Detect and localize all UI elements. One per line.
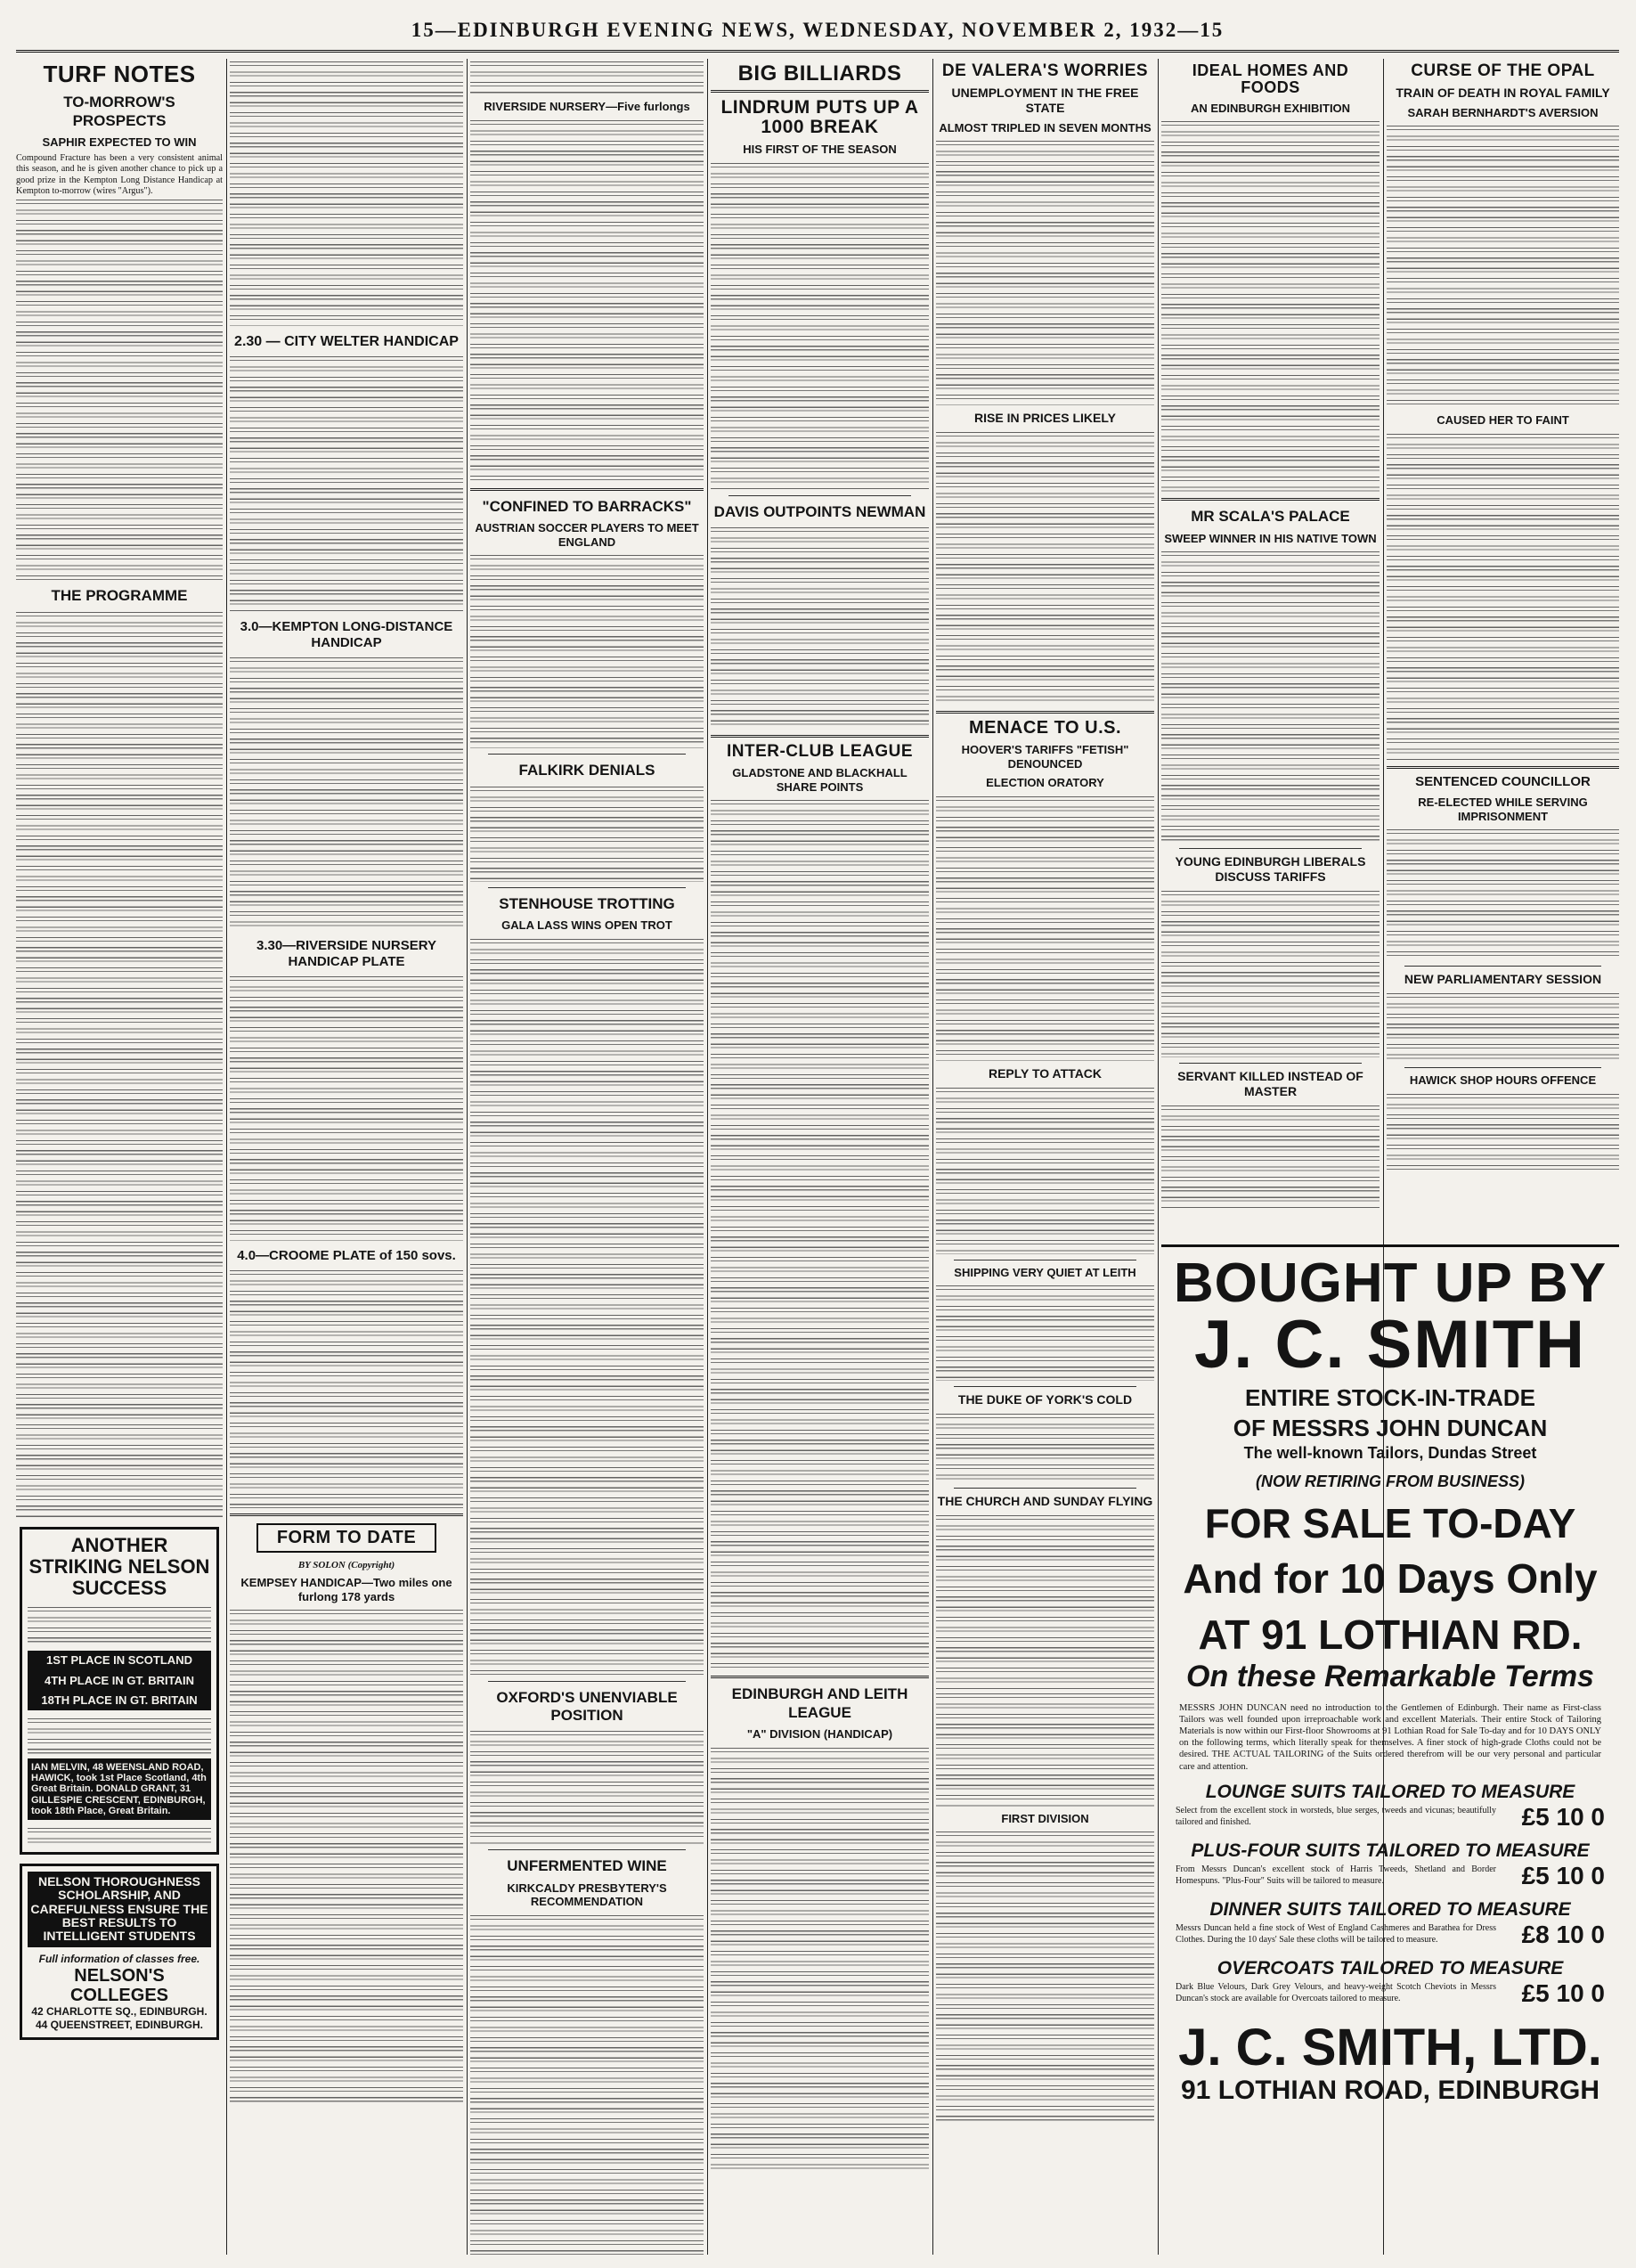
article-text <box>470 936 704 1676</box>
article-text <box>1387 1091 1619 1171</box>
dinner-suits-desc: Messrs Duncan held a fine stock of West of England Cashmeres and Barathea for Dress Clothes. During the 10 days' Sale these cloths will be tailored to measure. <box>1176 1923 1496 1945</box>
nelson-colleges-name: NELSON'S COLLEGES <box>69 1965 168 2005</box>
nelson-info: Full information of classes free. <box>38 1952 200 1965</box>
ad-jc-smith-ltd: J. C. SMITH, LTD. <box>1178 2018 1602 2076</box>
newspaper-page <box>16 11 1619 2260</box>
article-text <box>711 160 929 490</box>
race-listing <box>230 354 463 612</box>
article-text <box>470 1913 704 2255</box>
kempsey-handicap: KEMPSEY HANDICAP—Two miles one furlong 178 yards <box>240 1576 452 1603</box>
ad-10-days: And for 10 Days Only <box>1183 1555 1598 1603</box>
race-listing <box>230 974 463 1241</box>
ideal-homes-title: IDEAL HOMES AND FOODS <box>1192 61 1349 96</box>
city-welter-handicap: 2.30 — CITY WELTER HANDICAP <box>234 334 459 349</box>
overcoats-heading: OVERCOATS TAILORED TO MEASURE <box>1217 1957 1564 1978</box>
riverside-nursery: RIVERSIDE NURSERY—Five furlongs <box>484 100 690 113</box>
unemployment-free-state: UNEMPLOYMENT IN THE FREE STATE <box>951 85 1139 115</box>
ad-for-sale: FOR SALE TO-DAY <box>1204 1500 1576 1546</box>
servant-killed: SERVANT KILLED INSTEAD OF MASTER <box>1177 1068 1363 1098</box>
divider <box>1387 766 1619 769</box>
young-liberals: YOUNG EDINBURGH LIBERALS DISCUSS TARIFFS <box>1175 854 1366 885</box>
divider <box>711 735 929 738</box>
lounge-suits-row <box>1176 1803 1605 1832</box>
divider <box>1404 1067 1601 1068</box>
article-text <box>470 1728 704 1844</box>
divider <box>1161 498 1380 501</box>
article-text <box>470 784 704 882</box>
article-text <box>1387 827 1619 960</box>
column-rule <box>1158 59 1159 2255</box>
divider <box>488 1681 686 1682</box>
article-text <box>936 1085 1154 1254</box>
unfermented-wine: UNFERMENTED WINE <box>507 1857 667 1875</box>
first-division: FIRST DIVISION <box>1001 1811 1089 1825</box>
plus-four-desc: From Messrs Duncan's excellent stock of Harris Tweeds, Shetland and Border Homespuns. "Plus-Four" Suits will be tailored to measure. <box>1176 1864 1496 1886</box>
rise-in-prices: RISE IN PRICES LIKELY <box>974 411 1116 426</box>
hoovers-tariffs: HOOVER'S TARIFFS "FETISH" DENOUNCED <box>961 742 1129 771</box>
almost-tripled: ALMOST TRIPLED IN SEVEN MONTHS <box>939 120 1152 135</box>
article-text <box>936 138 1154 405</box>
lindrum-break: LINDRUM PUTS UP A 1000 BREAK <box>720 97 919 138</box>
nelson-address-2: 44 QUEENSTREET, EDINBURGH. <box>35 2018 204 2031</box>
kirkcaldy-presbytery: KIRKCALDY PRESBYTERY'S RECOMMENDATION <box>507 1880 667 1909</box>
a-division: "A" DIVISION (HANDICAP) <box>746 1727 893 1742</box>
ad-terms: On these Remarkable Terms <box>1186 1659 1594 1693</box>
austrian-soccer: AUSTRIAN SOCCER PLAYERS TO MEET ENGLAND <box>475 520 699 549</box>
train-of-death: TRAIN OF DEATH IN ROYAL FAMILY <box>1396 85 1610 100</box>
form-to-date-title: FORM TO DATE <box>256 1523 436 1553</box>
turf-notes-subhead: SAPHIR EXPECTED TO WIN <box>42 135 197 150</box>
menace-to-us: MENACE TO U.S. <box>968 717 1122 738</box>
article-text <box>936 1411 1154 1482</box>
ad-tailors: The well-known Tailors, Dundas Street <box>1243 1444 1537 1462</box>
article-text <box>1387 991 1619 1062</box>
divider <box>470 488 704 491</box>
overcoats-desc: Dark Blue Velours, Dark Grey Velours, and heavy-weight Scotch Cheviots in Messrs Duncan's stock are available for Overcoats tailored to measure. <box>1176 1982 1496 2003</box>
ad-retiring: (NOW RETIRING FROM BUSINESS) <box>1256 1473 1525 1490</box>
article-text <box>470 552 704 748</box>
divider <box>230 1513 463 1516</box>
column-turf-notes <box>16 59 223 2255</box>
programme-heading: THE PROGRAMME <box>51 587 188 605</box>
form-byline: BY SOLON (Copyright) <box>297 1560 395 1571</box>
curse-of-opal: CURSE OF THE OPAL <box>1411 61 1595 80</box>
place-2: 4TH PLACE IN GT. BRITAIN <box>28 1671 211 1691</box>
article-text <box>711 525 929 730</box>
gala-lass: GALA LASS WINS OPEN TROT <box>501 918 672 932</box>
column-rule <box>467 59 468 2255</box>
advert-text <box>28 1604 211 1645</box>
column-news <box>936 59 1154 2255</box>
scores-listing <box>711 797 929 1670</box>
first-of-season: HIS FIRST OF THE SEASON <box>743 143 897 157</box>
masthead: 15—EDINBURGH EVENING NEWS, WEDNESDAY, NOVEMBER 2, 1932—15 <box>16 11 1619 53</box>
place-3: 18TH PLACE IN GT. BRITAIN <box>28 1691 211 1710</box>
confined-to-barracks: "CONFINED TO BARRACKS" <box>482 497 692 515</box>
plus-four-heading: PLUS-FOUR SUITS TAILORED TO MEASURE <box>1191 1840 1590 1861</box>
race-listing <box>230 59 463 326</box>
article-text <box>936 1283 1154 1381</box>
column-opal <box>1387 59 1619 1235</box>
gladstone-blackhall: GLADSTONE AND BLACKHALL SHARE POINTS <box>732 766 908 794</box>
stenhouse-trotting: STENHOUSE TROTTING <box>499 894 675 912</box>
divider <box>488 754 686 755</box>
oxford-position: OXFORD'S UNENVIABLE POSITION <box>496 1688 678 1724</box>
column-rule <box>707 59 708 2255</box>
divider <box>711 1676 929 1678</box>
lounge-suits-price: £5 10 0 <box>1521 1802 1605 1831</box>
croome-plate: 4.0—CROOME PLATE of 150 sovs. <box>237 1248 456 1264</box>
divider <box>954 1386 1136 1387</box>
divider <box>1179 1063 1362 1064</box>
ad-jc-smith: J. C. SMITH <box>1193 1307 1587 1383</box>
article-text <box>1161 118 1380 493</box>
article-text <box>16 197 223 580</box>
long-distance-handicap: 3.0—KEMPTON LONG-DISTANCE HANDICAP <box>240 619 453 651</box>
divider <box>936 711 1154 714</box>
dinner-suits-heading: DINNER SUITS TAILORED TO MEASURE <box>1209 1898 1571 1920</box>
turf-notes-title: TURF NOTES <box>43 61 196 87</box>
column-sport <box>470 59 704 2255</box>
edinburgh-leith-league: EDINBURGH AND LEITH LEAGUE <box>731 1685 908 1721</box>
advert-text <box>28 1716 211 1758</box>
scores-listing <box>936 1829 1154 2123</box>
election-oratory: ELECTION ORATORY <box>986 776 1104 790</box>
article-text <box>1387 431 1619 761</box>
nelson-advert <box>20 1527 219 1855</box>
advert-text <box>28 1825 211 1847</box>
ad-lothian-road: 91 LOTHIAN ROAD, EDINBURGH <box>1180 2075 1600 2105</box>
overcoats-price: £5 10 0 <box>1521 1978 1605 2007</box>
divider <box>1179 848 1362 849</box>
dinner-suits-row <box>1176 1921 1605 1949</box>
scores-listing <box>936 1691 1154 1807</box>
caused-faint: CAUSED HER TO FAINT <box>1437 413 1569 428</box>
column-billiards <box>711 59 929 2255</box>
nelson-scholarship: NELSON THOROUGHNESS SCHOLARSHIP, AND CAREFULNESS ENSURE THE BEST RESULTS TO INTELLIGENT STUDENTS <box>28 1872 211 1947</box>
sweep-winner: SWEEP WINNER IN HIS NATIVE TOWN <box>1164 531 1377 545</box>
divider <box>711 90 929 93</box>
reply-to-attack: REPLY TO ATTACK <box>988 1065 1103 1081</box>
race-listing <box>230 655 463 931</box>
dinner-suits-price: £8 10 0 <box>1521 1920 1605 1948</box>
plus-four-price: £5 10 0 <box>1521 1861 1605 1889</box>
divider <box>728 495 911 496</box>
ad-address-sale: AT 91 LOTHIAN RD. <box>1198 1611 1583 1658</box>
article-text <box>936 794 1154 1061</box>
new-parliamentary-session: NEW PARLIAMENTARY SESSION <box>1404 972 1602 987</box>
race-listing <box>16 609 223 1518</box>
lounge-suits-heading: LOUNGE SUITS TAILORED TO MEASURE <box>1205 1781 1575 1802</box>
davis-newman: DAVIS OUTPOINTS NEWMAN <box>713 502 926 520</box>
article-text <box>1161 549 1380 843</box>
column-ideal-homes <box>1161 59 1380 1235</box>
column-rule <box>932 59 933 2255</box>
church-sunday-flying: THE CHURCH AND SUNDAY FLYING <box>937 1493 1153 1508</box>
mr-scalas-palace: MR SCALA'S PALACE <box>1191 508 1350 526</box>
form-listing <box>230 1607 463 2106</box>
scores-listing <box>711 1745 929 2173</box>
big-billiards-title: BIG BILLIARDS <box>737 61 902 86</box>
inter-club-league: INTER-CLUB LEAGUE <box>726 742 914 762</box>
lounge-suits-desc: Select from the excellent stock in worsteds, blue serges, tweeds and vicunas; beautifully tailored and finished. <box>1176 1806 1496 1827</box>
article-text <box>936 1513 1154 1691</box>
nelson-colleges-advert <box>20 1864 219 2040</box>
winners-list: IAN MELVIN, 48 WEENSLAND ROAD, HAWICK, took 1st Place Scotland, 4th Great Britain. DONALD GRANT, 31 GILLESPIE CRESCENT, EDINBURGH, took 18th Place, Great Britain. <box>28 1758 211 1819</box>
sentenced-councillor: SENTENCED COUNCILLOR <box>1415 773 1591 789</box>
plus-four-row <box>1176 1862 1605 1890</box>
ad-entire-stock: ENTIRE STOCK-IN-TRADE <box>1245 1384 1535 1411</box>
article-text <box>1387 123 1619 408</box>
divider <box>488 887 686 888</box>
turf-notes-intro: Compound Fracture has been a very consistent animal this season, and he is given another chance to pick up a good prize in the Kempton Long Distance Handicap at Kempton to-morrow (wires "Argus"). <box>16 152 223 196</box>
ad-messrs-duncan: OF MESSRS JOHN DUNCAN <box>1233 1415 1548 1441</box>
jc-smith-advert <box>1161 1244 1619 2257</box>
divider <box>954 1488 1136 1489</box>
hawick-shop-hours: HAWICK SHOP HOURS OFFENCE <box>1409 1073 1597 1087</box>
divider <box>1404 966 1601 967</box>
re-elected: RE-ELECTED WHILE SERVING IMPRISONMENT <box>1418 795 1588 823</box>
edinburgh-exhibition: AN EDINBURGH EXHIBITION <box>1190 101 1351 115</box>
bernhardt-aversion: SARAH BERNHARDT'S AVERSION <box>1407 105 1599 119</box>
article-text <box>1161 1103 1380 1210</box>
ad-bought-up-by: BOUGHT UP BY <box>1173 1252 1608 1314</box>
riverside-nursery-handicap: 3.30—RIVERSIDE NURSERY HANDICAP PLATE <box>256 938 436 970</box>
falkirk-denials: FALKIRK DENIALS <box>518 762 655 779</box>
duke-of-york: THE DUKE OF YORK'S COLD <box>957 1392 1133 1407</box>
race-listing <box>470 118 704 483</box>
article-text <box>936 429 1154 706</box>
column-race-cards <box>230 59 463 2255</box>
column-rule <box>226 59 227 2255</box>
shipping-leith: SHIPPING VERY QUIET AT LEITH <box>954 1265 1136 1279</box>
de-valera-title: DE VALERA'S WORRIES <box>941 61 1149 80</box>
place-1: 1ST PLACE IN SCOTLAND <box>28 1651 211 1670</box>
race-listing <box>470 59 704 94</box>
article-text <box>1161 888 1380 1057</box>
nelson-address-1: 42 CHARLOTTE SQ., EDINBURGH. <box>31 2004 208 2018</box>
ad-body-text: MESSRS JOHN DUNCAN need no introduction to the Gentlemen of Edinburgh. Their name as First-class Tailors was well founded upon irreproachable work and excellent Materials. Their entire Stock of Tailoring Materials is now within our First-floor Showrooms at 91 Lothian Road for Sale To-day and for 10 DAYS ONLY on the following terms, which literally speak for themselves. A finer stock of high-grade Cloths could not be desired. THE ACTUAL TAILORING of the Suits ordered therefrom will be our very personal and particular care and attention. <box>1179 1702 1601 1772</box>
divider <box>488 1849 686 1850</box>
race-listing <box>230 1268 463 1508</box>
overcoats-row <box>1176 1979 1605 2008</box>
turf-notes-subtitle: TO-MORROW'S PROSPECTS <box>63 94 175 129</box>
nelson-advert-title: ANOTHER STRIKING NELSON SUCCESS <box>28 1533 210 1600</box>
